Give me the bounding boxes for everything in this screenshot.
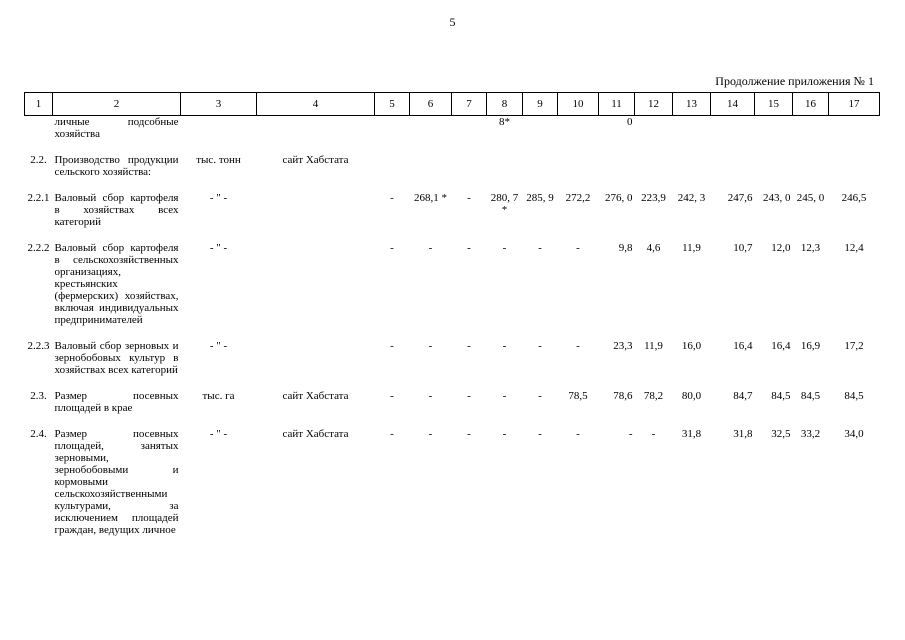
spacer-cell bbox=[487, 376, 523, 390]
table-row bbox=[25, 390, 880, 414]
spacer-cell bbox=[558, 140, 599, 154]
value-cell bbox=[711, 154, 755, 178]
value-cell bbox=[599, 154, 635, 178]
value-cell: 4,6 bbox=[646, 242, 661, 254]
spacer-cell bbox=[673, 414, 711, 428]
spacer-cell bbox=[53, 414, 181, 428]
value-cell: 78,6 bbox=[613, 390, 633, 402]
spacer-cell bbox=[755, 178, 793, 192]
value-cell: 12,0 bbox=[771, 242, 791, 254]
spacer-cell bbox=[755, 140, 793, 154]
spacer-cell bbox=[452, 326, 487, 340]
spacer-cell bbox=[755, 228, 793, 242]
table-row bbox=[25, 154, 880, 178]
value-cell: 280, 7* bbox=[490, 192, 519, 216]
table-row bbox=[25, 192, 880, 228]
value-cell bbox=[410, 116, 452, 141]
row-number: 2.3. bbox=[30, 390, 47, 402]
value-cell bbox=[635, 116, 673, 141]
value-cell: 84,7 bbox=[733, 390, 753, 402]
spacer-cell bbox=[635, 140, 673, 154]
spacer-cell bbox=[257, 178, 375, 192]
table-row bbox=[25, 340, 880, 376]
table-row bbox=[25, 428, 880, 536]
spacer-cell bbox=[523, 376, 558, 390]
row-spacer bbox=[25, 228, 880, 242]
header-cell: 8 bbox=[487, 93, 523, 116]
value-cell: - bbox=[628, 428, 633, 440]
value-cell: 272,2 bbox=[565, 192, 591, 204]
spacer-cell bbox=[181, 140, 257, 154]
source-cell: сайт Хабстата bbox=[282, 154, 349, 166]
value-cell: - bbox=[467, 192, 471, 204]
value-cell: 10,7 bbox=[733, 242, 753, 254]
spacer-cell bbox=[673, 228, 711, 242]
spacer-cell bbox=[257, 326, 375, 340]
spacer-cell bbox=[829, 178, 880, 192]
spacer-cell bbox=[53, 326, 181, 340]
spacer-cell bbox=[53, 140, 181, 154]
spacer-cell bbox=[558, 376, 599, 390]
value-cell: 247,6 bbox=[727, 192, 753, 204]
value-cell bbox=[673, 154, 711, 178]
value-cell: - bbox=[390, 390, 394, 402]
unit-cell: - " - bbox=[209, 192, 228, 204]
value-cell: - bbox=[576, 242, 580, 254]
spacer-cell bbox=[181, 178, 257, 192]
row-number: 2.2.3 bbox=[27, 340, 50, 352]
value-cell: - bbox=[538, 428, 542, 440]
spacer-cell bbox=[673, 178, 711, 192]
indicator-name: Размер посевных площадей, занятых зерновыми, зернобобовыми и кормовыми сельскохозяйственными культурами, за исключением площадей граждан, ведущих личное bbox=[54, 428, 179, 536]
header-cell: 17 bbox=[829, 93, 880, 116]
spacer-cell bbox=[793, 414, 829, 428]
spacer-cell bbox=[635, 326, 673, 340]
value-cell: 31,8 bbox=[681, 428, 702, 440]
value-cell: 78,2 bbox=[643, 390, 664, 402]
spacer-cell bbox=[452, 376, 487, 390]
spacer-cell bbox=[25, 178, 53, 192]
spacer-cell bbox=[375, 326, 410, 340]
spacer-cell bbox=[793, 178, 829, 192]
spacer-cell bbox=[375, 376, 410, 390]
spacer-cell bbox=[410, 376, 452, 390]
value-cell bbox=[452, 154, 487, 178]
spacer-cell bbox=[410, 178, 452, 192]
header-cell: 1 bbox=[25, 93, 53, 116]
value-cell: - bbox=[428, 340, 433, 352]
value-cell bbox=[793, 116, 829, 141]
spacer-cell bbox=[635, 414, 673, 428]
source-cell: сайт Хабстата bbox=[282, 390, 349, 402]
header-cell: 2 bbox=[53, 93, 181, 116]
spacer-cell bbox=[829, 228, 880, 242]
value-cell: - bbox=[428, 242, 433, 254]
value-cell: 84,5 bbox=[844, 390, 864, 402]
row-number bbox=[25, 116, 53, 141]
value-cell: 8* bbox=[499, 116, 510, 128]
value-cell bbox=[793, 154, 829, 178]
spacer-cell bbox=[558, 228, 599, 242]
indicator-name: Производство продукции сельского хозяйства: bbox=[54, 154, 179, 178]
spacer-cell bbox=[410, 326, 452, 340]
spacer-cell bbox=[410, 228, 452, 242]
value-cell bbox=[558, 154, 599, 178]
value-cell bbox=[558, 116, 599, 141]
page-number: 5 bbox=[449, 15, 456, 29]
spacer-cell bbox=[599, 414, 635, 428]
spacer-cell bbox=[523, 414, 558, 428]
value-cell bbox=[711, 116, 755, 141]
unit-cell: тыс. га bbox=[202, 390, 235, 402]
spacer-cell bbox=[25, 140, 53, 154]
source-cell bbox=[257, 192, 375, 228]
spacer-cell bbox=[410, 414, 452, 428]
spacer-cell bbox=[793, 326, 829, 340]
value-cell: 23,3 bbox=[613, 340, 633, 352]
value-cell: 33,2 bbox=[800, 428, 821, 440]
value-cell: 11,9 bbox=[682, 242, 701, 254]
source-cell: сайт Хабстата bbox=[282, 428, 349, 440]
spacer-cell bbox=[711, 414, 755, 428]
value-cell: - bbox=[428, 390, 433, 402]
value-cell: 34,0 bbox=[844, 428, 864, 440]
value-cell: - bbox=[651, 428, 656, 440]
row-number: 2.2.2 bbox=[27, 242, 50, 254]
unit-cell: - " - bbox=[209, 428, 228, 440]
value-cell: 245, 0 bbox=[796, 192, 825, 204]
row-spacer bbox=[25, 376, 880, 390]
spacer-cell bbox=[487, 140, 523, 154]
indicator-name: Валовый сбор картофеля в сельскохозяйственных организациях, крестьянских (фермерских) хозяйствах, включая индивидуальных предпринимателей bbox=[54, 242, 179, 326]
spacer-cell bbox=[635, 178, 673, 192]
spacer-cell bbox=[452, 178, 487, 192]
spacer-cell bbox=[257, 376, 375, 390]
spacer-cell bbox=[487, 228, 523, 242]
header-cell: 6 bbox=[410, 93, 452, 116]
spacer-cell bbox=[25, 376, 53, 390]
row-number: 2.4. bbox=[30, 428, 47, 440]
spacer-cell bbox=[181, 326, 257, 340]
spacer-cell bbox=[793, 228, 829, 242]
indicator-name: Валовый сбор зерновых и зернобобовых культур в хозяйствах всех категорий bbox=[54, 340, 179, 376]
value-cell: 12,4 bbox=[844, 242, 864, 254]
spacer-cell bbox=[523, 228, 558, 242]
row-number: 2.2.1 bbox=[27, 192, 50, 204]
spacer-cell bbox=[375, 140, 410, 154]
spacer-cell bbox=[711, 228, 755, 242]
spacer-cell bbox=[599, 178, 635, 192]
value-cell: 0 bbox=[627, 116, 633, 128]
value-cell: - bbox=[428, 428, 433, 440]
spacer-cell bbox=[635, 376, 673, 390]
header-cell: 9 bbox=[523, 93, 558, 116]
value-cell: 32,5 bbox=[771, 428, 791, 440]
spacer-cell bbox=[755, 326, 793, 340]
value-cell: 223,9 bbox=[641, 192, 666, 204]
spacer-cell bbox=[257, 228, 375, 242]
spacer-cell bbox=[375, 178, 410, 192]
spacer-cell bbox=[829, 326, 880, 340]
data-table bbox=[24, 92, 880, 536]
spacer-cell bbox=[793, 376, 829, 390]
spacer-cell bbox=[523, 140, 558, 154]
table-row bbox=[25, 116, 880, 141]
table-row bbox=[25, 242, 880, 326]
spacer-cell bbox=[257, 140, 375, 154]
header-cell: 11 bbox=[599, 93, 635, 116]
value-cell bbox=[375, 116, 410, 141]
value-cell: 84,5 bbox=[800, 390, 821, 402]
spacer-cell bbox=[599, 326, 635, 340]
spacer-cell bbox=[452, 140, 487, 154]
value-cell: - bbox=[502, 242, 507, 254]
spacer-cell bbox=[25, 228, 53, 242]
spacer-cell bbox=[635, 228, 673, 242]
value-cell: 31,8 bbox=[733, 428, 753, 440]
value-cell: 16,9 bbox=[800, 340, 821, 352]
value-cell: - bbox=[467, 242, 471, 254]
unit-cell: тыс. тонн bbox=[196, 154, 241, 166]
value-cell bbox=[452, 116, 487, 141]
value-cell: 80,0 bbox=[681, 390, 702, 402]
value-cell bbox=[487, 154, 523, 178]
value-cell: - bbox=[390, 428, 394, 440]
unit-cell: - " - bbox=[209, 242, 228, 254]
value-cell: - bbox=[576, 428, 580, 440]
spacer-cell bbox=[558, 414, 599, 428]
spacer-cell bbox=[599, 140, 635, 154]
value-cell: 268,1 * bbox=[414, 192, 447, 204]
indicator-name: личные подсобные хозяйства bbox=[54, 116, 179, 140]
header-cell: 13 bbox=[673, 93, 711, 116]
spacer-cell bbox=[673, 140, 711, 154]
row-number: 2.2. bbox=[30, 154, 47, 166]
header-cell: 15 bbox=[755, 93, 793, 116]
table-header bbox=[25, 93, 880, 116]
value-cell: 242, 3 bbox=[677, 192, 706, 204]
spacer-cell bbox=[829, 376, 880, 390]
spacer-cell bbox=[673, 376, 711, 390]
header-cell: 14 bbox=[711, 93, 755, 116]
indicator-name: Валовый сбор картофеля в хозяйствах всех категорий bbox=[54, 192, 179, 228]
value-cell: - bbox=[390, 340, 394, 352]
spacer-cell bbox=[181, 414, 257, 428]
value-cell: - bbox=[502, 340, 507, 352]
spacer-cell bbox=[257, 414, 375, 428]
spacer-cell bbox=[523, 326, 558, 340]
value-cell bbox=[755, 154, 793, 178]
source-cell bbox=[257, 116, 375, 141]
value-cell bbox=[375, 154, 410, 178]
value-cell: 16,4 bbox=[771, 340, 791, 352]
spacer-cell bbox=[452, 414, 487, 428]
spacer-cell bbox=[375, 414, 410, 428]
spacer-cell bbox=[558, 178, 599, 192]
header-cell: 16 bbox=[793, 93, 829, 116]
value-cell: 11,9 bbox=[644, 340, 663, 352]
spacer-cell bbox=[410, 140, 452, 154]
value-cell: 78,5 bbox=[568, 390, 588, 402]
spacer-cell bbox=[487, 414, 523, 428]
spacer-cell bbox=[711, 376, 755, 390]
value-cell: 16,4 bbox=[733, 340, 753, 352]
value-cell bbox=[755, 116, 793, 141]
header-cell: 7 bbox=[452, 93, 487, 116]
spacer-cell bbox=[829, 140, 880, 154]
unit-cell: - " - bbox=[209, 340, 228, 352]
value-cell: - bbox=[467, 390, 471, 402]
source-cell bbox=[257, 242, 375, 326]
header-cell: 5 bbox=[375, 93, 410, 116]
spacer-cell bbox=[53, 376, 181, 390]
value-cell: - bbox=[467, 428, 471, 440]
spacer-cell bbox=[558, 326, 599, 340]
value-cell bbox=[410, 154, 452, 178]
spacer-cell bbox=[181, 376, 257, 390]
header-cell: 3 bbox=[181, 93, 257, 116]
spacer-cell bbox=[673, 326, 711, 340]
value-cell: 9,8 bbox=[618, 242, 633, 254]
value-cell: 12,3 bbox=[800, 242, 821, 254]
spacer-cell bbox=[181, 228, 257, 242]
spacer-cell bbox=[711, 326, 755, 340]
spacer-cell bbox=[25, 326, 53, 340]
value-cell: - bbox=[576, 340, 580, 352]
value-cell: 276, 0 bbox=[605, 192, 633, 204]
value-cell bbox=[673, 116, 711, 141]
value-cell: - bbox=[390, 192, 394, 204]
value-cell: 285, 9 bbox=[526, 192, 554, 204]
value-cell: - bbox=[390, 242, 394, 254]
row-spacer bbox=[25, 140, 880, 154]
spacer-cell bbox=[523, 178, 558, 192]
spacer-cell bbox=[793, 140, 829, 154]
value-cell bbox=[523, 116, 558, 141]
spacer-cell bbox=[711, 140, 755, 154]
spacer-cell bbox=[375, 228, 410, 242]
value-cell: - bbox=[538, 242, 542, 254]
header-cell: 10 bbox=[558, 93, 599, 116]
row-spacer bbox=[25, 326, 880, 340]
spacer-cell bbox=[487, 326, 523, 340]
row-spacer bbox=[25, 414, 880, 428]
value-cell: - bbox=[467, 340, 471, 352]
continuation-note: Продолжение приложения № 1 bbox=[715, 74, 874, 88]
value-cell bbox=[523, 154, 558, 178]
spacer-cell bbox=[599, 228, 635, 242]
value-cell bbox=[829, 154, 880, 178]
spacer-cell bbox=[53, 178, 181, 192]
header-cell: 12 bbox=[635, 93, 673, 116]
spacer-cell bbox=[53, 228, 181, 242]
value-cell: - bbox=[502, 428, 507, 440]
value-cell bbox=[829, 116, 880, 141]
value-cell: - bbox=[538, 340, 542, 352]
value-cell: 84,5 bbox=[771, 390, 791, 402]
header-cell: 4 bbox=[257, 93, 375, 116]
row-spacer bbox=[25, 178, 880, 192]
value-cell bbox=[635, 154, 673, 178]
value-cell: - bbox=[502, 390, 507, 402]
spacer-cell bbox=[829, 414, 880, 428]
spacer-cell bbox=[711, 178, 755, 192]
unit-cell bbox=[181, 116, 257, 141]
spacer-cell bbox=[487, 178, 523, 192]
value-cell: 17,2 bbox=[844, 340, 864, 352]
spacer-cell bbox=[452, 228, 487, 242]
table-body bbox=[25, 116, 880, 537]
value-cell: - bbox=[538, 390, 542, 402]
value-cell: 243, 0 bbox=[763, 192, 791, 204]
indicator-name: Размер посевных площадей в крае bbox=[54, 390, 179, 414]
spacer-cell bbox=[755, 376, 793, 390]
value-cell: 16,0 bbox=[681, 340, 702, 352]
spacer-cell bbox=[599, 376, 635, 390]
value-cell: 246,5 bbox=[841, 192, 867, 204]
spacer-cell bbox=[25, 414, 53, 428]
source-cell bbox=[257, 340, 375, 376]
spacer-cell bbox=[755, 414, 793, 428]
